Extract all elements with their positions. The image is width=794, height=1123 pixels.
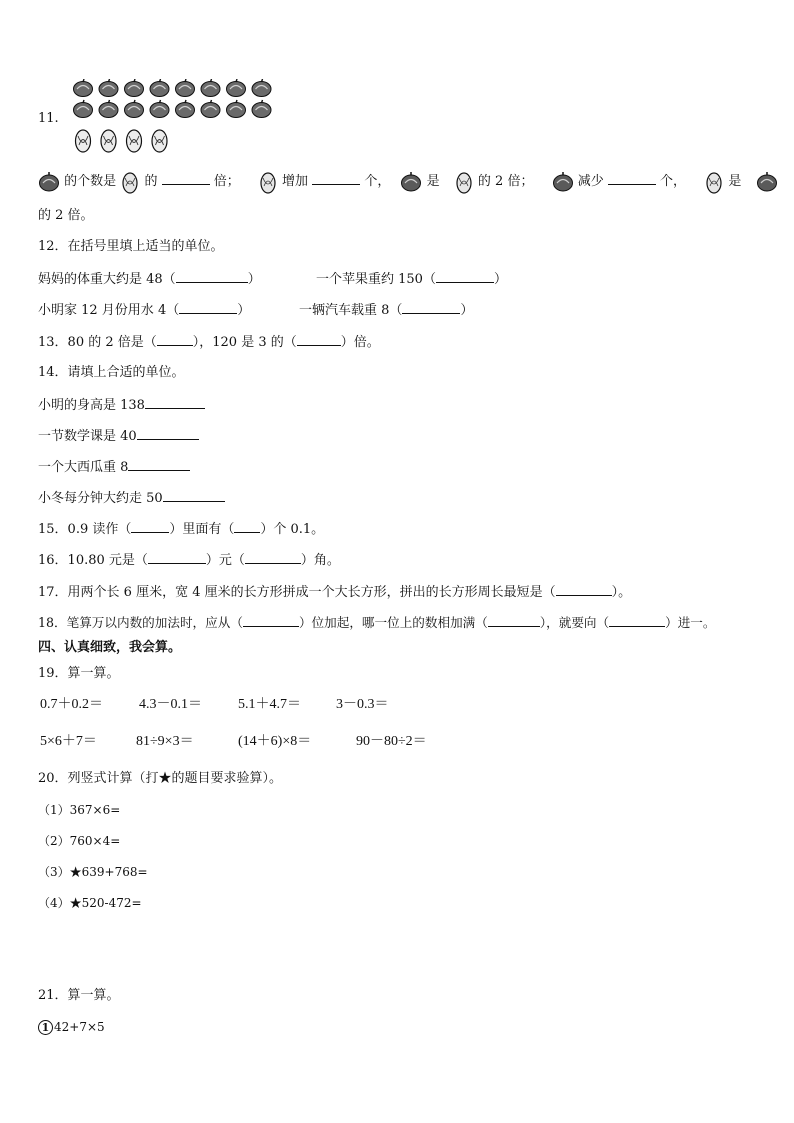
garlic-icon — [252, 100, 271, 118]
q11-blank-1[interactable] — [162, 171, 210, 185]
q14-item-d: 小冬每分钟大约走 50 — [38, 488, 225, 508]
q20-item-2: （2）760×4= — [38, 834, 121, 848]
garlic-icon — [125, 79, 144, 97]
q11-text-1: 的个数是 — [64, 174, 117, 189]
q12-blank-a[interactable] — [176, 269, 248, 283]
garlic-icon — [99, 100, 118, 118]
q11-text-3: 倍； — [213, 174, 240, 189]
q19-title: 19．算一算。 — [38, 666, 120, 681]
q14-title: 14．请填上合适的单位。 — [38, 365, 185, 380]
q15-blank-1[interactable] — [131, 519, 169, 533]
section-4-heading: 四、认真细致，我会算。 — [38, 640, 182, 655]
q19-expr-8: 90－80÷2＝ — [356, 734, 427, 749]
q19-expr-2: 4.3－0.1＝ — [139, 697, 202, 712]
pepper-icon — [704, 170, 724, 194]
circled-number: 1 — [38, 1020, 53, 1035]
pepper-icon — [101, 130, 116, 152]
q20-title: 20．列竖式计算（打★的题目要求验算）。 — [38, 771, 283, 786]
garlic-icon — [38, 172, 60, 192]
garlic-icon — [99, 79, 118, 97]
q13-blank-2[interactable] — [297, 332, 341, 346]
garlic-icon — [150, 79, 169, 97]
q12-item-b: 一个苹果重约 150（ ） — [316, 269, 507, 289]
q16-blank-2[interactable] — [245, 550, 301, 564]
q19-expr-3: 5.1＋4.7＝ — [238, 697, 301, 712]
garlic-icon — [227, 79, 246, 97]
q17-line: 17．用两个长 6 厘米，宽 4 厘米的长方形拼成一个大长方形，拼出的长方形周长最短是（ ）。 — [38, 582, 631, 602]
garlic-icon — [552, 172, 574, 192]
q14-item-a: 小明的身高是 138 — [38, 395, 205, 415]
q20-item-4: （4）★520-472= — [38, 896, 142, 910]
pepper-icon — [127, 130, 142, 152]
garlic-icon — [150, 100, 169, 118]
q11-text-5: 个， — [364, 174, 391, 189]
q19-expr-1: 0.7＋0.2＝ — [40, 697, 103, 712]
q12-item-c: 小明家 12 月份用水 4（ ） — [38, 300, 250, 320]
q15-line: 15．0.9 读作（ ）里面有（ ）个 0.1。 — [38, 519, 324, 539]
q13-line: 13．80 的 2 倍是（ ），120 是 3 的（ ）倍。 — [38, 332, 380, 352]
pepper-icon — [152, 130, 167, 152]
garlic-icon — [176, 79, 195, 97]
pepper-icon — [258, 170, 278, 194]
q19-expr-5: 5×6＋7＝ — [40, 734, 97, 749]
q14-blank-d[interactable] — [163, 488, 225, 502]
pepper-icon — [76, 130, 91, 152]
q12-blank-b[interactable] — [436, 269, 494, 283]
q19-expr-4: 3－0.3＝ — [336, 697, 389, 712]
q16-blank-1[interactable] — [148, 550, 206, 564]
q18-blank-2[interactable] — [488, 613, 540, 627]
garlic-icon — [74, 79, 93, 97]
q11-text-7: 的 2 倍； — [477, 174, 534, 189]
q17-blank-1[interactable] — [556, 582, 612, 596]
q12-item-a: 妈妈的体重大约是 48（ ） — [38, 269, 261, 289]
garlic-icon — [756, 172, 778, 192]
garlic-icon — [125, 100, 144, 118]
q18-line: 18．笔算万以内数的加法时，应从（ ）位加起，哪一位上的数相加满（ ），就要向（ ）进一。 — [38, 615, 716, 630]
q14-item-c: 一个大西瓜重 8 — [38, 457, 190, 477]
q12-item-d: 一辆汽车载重 8（ ） — [299, 300, 473, 320]
q11-text-4: 增加 — [282, 174, 309, 189]
q21-title: 21．算一算。 — [38, 988, 120, 1003]
garlic-icon — [252, 79, 271, 97]
q11-picture — [72, 79, 282, 157]
q14-blank-b[interactable] — [137, 426, 199, 440]
q12-blank-d[interactable] — [402, 300, 460, 314]
q19-expr-6: 81÷9×3＝ — [136, 734, 194, 749]
q18-blank-1[interactable] — [243, 613, 299, 627]
q13-blank-1[interactable] — [157, 332, 193, 346]
garlic-icon — [201, 79, 220, 97]
garlic-icon — [227, 100, 246, 118]
q14-blank-a[interactable] — [145, 395, 205, 409]
q11-blank-3[interactable] — [608, 171, 656, 185]
q11-number: 11. — [38, 111, 59, 126]
q11-line-end: 的 2 倍。 — [38, 208, 94, 223]
garlic-icon — [74, 100, 93, 118]
q11-text-10: 是 — [728, 174, 742, 189]
q11-blank-2[interactable] — [312, 171, 360, 185]
q16-line: 16．10.80 元是（ ）元（ ）角。 — [38, 550, 340, 570]
q18-blank-3[interactable] — [609, 613, 665, 627]
pepper-icon — [454, 170, 474, 194]
q11-text-6: 是 — [426, 174, 440, 189]
q11-text-2: 的 — [144, 174, 158, 189]
q19-expr-7: (14＋6)×8＝ — [238, 734, 312, 749]
q11-line — [38, 169, 778, 195]
q14-blank-c[interactable] — [128, 457, 190, 471]
q12-blank-c[interactable] — [179, 300, 237, 314]
garlic-icon — [201, 100, 220, 118]
pepper-icon — [120, 170, 140, 194]
q11-text-9: 个， — [660, 174, 687, 189]
q12-title: 12．在括号里填上适当的单位。 — [38, 239, 224, 254]
q21-item-1: 1 42+7×5 — [38, 1018, 105, 1036]
garlic-icon — [176, 100, 195, 118]
q11-text-8: 减少 — [577, 174, 604, 189]
garlic-icon — [400, 172, 422, 192]
q14-item-b: 一节数学课是 40 — [38, 426, 199, 446]
q15-blank-2[interactable] — [234, 519, 260, 533]
q20-item-3: （3）★639+768= — [38, 865, 148, 879]
q20-item-1: （1）367×6= — [38, 803, 121, 817]
